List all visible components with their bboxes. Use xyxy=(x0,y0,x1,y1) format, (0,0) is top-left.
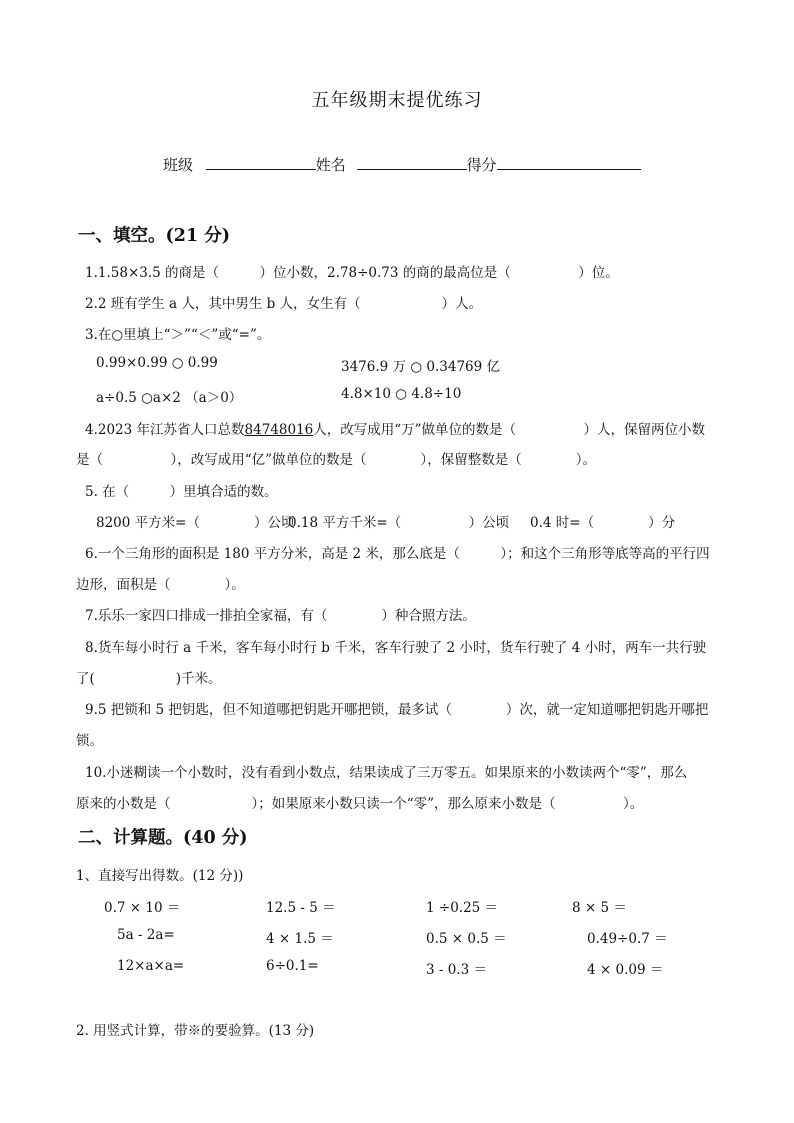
question-6-line2: 边形，面积是（ ）。 xyxy=(76,577,245,593)
section1-heading: 一、填空。(21 分) xyxy=(78,226,231,246)
question-5: 5. 在（ ）里填合适的数。 xyxy=(85,484,278,500)
question-8-line1: 8.货车每小时行 a 千米，客车每小时行 b 千米，客车行驶了 2 小时，货车行驶了 4 小时，两车一共行驶 xyxy=(85,640,707,656)
q3-item-1: 0.99×0.99 ○ 0.99 xyxy=(96,355,218,371)
q4-number: 84748016 xyxy=(244,422,314,438)
calc-cell: 1 ÷0.25 ＝ xyxy=(426,900,499,916)
calc-cell: 5a - 2a= xyxy=(117,927,175,943)
question-9-line2: 锁。 xyxy=(76,733,103,749)
page-title: 五年级期末提优练习 xyxy=(311,90,483,111)
question-1: 1.1.58×3.5 的商是（ ）位小数，2.78÷0.73 的商的最高位是（ ）位。 xyxy=(85,265,619,281)
calc-cell: 8 × 5 ＝ xyxy=(572,900,627,916)
calc-cell: 12×a×a= xyxy=(117,958,185,974)
question-8-line2: 了( )千米。 xyxy=(76,671,222,687)
question-7: 7.乐乐一家四口排成一排拍全家福，有（ ）种合照方法。 xyxy=(85,608,476,624)
question-4-line2: 是（ ），改写成用“亿”做单位的数是（ ），保留整数是（ ）。 xyxy=(76,452,597,468)
calc-cell: 0.49÷0.7 ＝ xyxy=(587,931,668,947)
q3-item-3: a÷0.5 ○a×2 （a＞0） xyxy=(96,390,243,406)
calc-cell: 12.5 - 5 ＝ xyxy=(266,900,336,916)
question-9-line1: 9.5 把锁和 5 把钥匙，但不知道哪把钥匙开哪把锁，最多试（ ）次，就一定知道哪把钥匙开哪把 xyxy=(85,702,709,718)
score-label: 得分 xyxy=(466,156,497,174)
question-6-line1: 6.一个三角形的面积是 180 平方分米，高是 2 米，那么底是（ ）；和这个三角形等底等高的平行四 xyxy=(85,546,710,562)
question-2: 2.2 班有学生 a 人，其中男生 b 人，女生有（ ）人。 xyxy=(85,296,483,312)
calc-row-1 xyxy=(0,896,794,916)
score-blank[interactable] xyxy=(497,154,641,170)
section2-heading: 二、计算题。(40 分) xyxy=(78,828,248,848)
section2-sub2: 2. 用竖式计算，带※的要验算。(13 分) xyxy=(76,1023,315,1039)
section2-sub1: 1、直接写出得数。(12 分)) xyxy=(76,868,244,884)
name-label: 姓名 xyxy=(315,156,346,174)
class-blank[interactable] xyxy=(206,154,316,170)
q4-text-a: 4.2023 年江苏省人口总数 xyxy=(85,422,245,438)
calc-row-3 xyxy=(0,958,794,978)
calc-cell: 4 × 1.5 ＝ xyxy=(266,931,334,947)
q5-item-3: 0.4 时=（ ）分 xyxy=(530,515,676,531)
question-10-line2: 原来的小数是（ ）；如果原来小数只读一个“零”，那么原来小数是（ ）。 xyxy=(76,796,644,812)
student-info-line xyxy=(163,154,641,175)
calc-cell: 0.5 × 0.5 ＝ xyxy=(426,931,507,947)
q3-item-4: 4.8×10 ○ 4.8÷10 xyxy=(341,386,462,402)
q5-item-2: 0.18 平方千米=（ ）公顷 xyxy=(288,515,510,531)
calc-cell: 3 - 0.3 ＝ xyxy=(426,962,487,978)
calc-cell: 0.7 × 10 ＝ xyxy=(104,900,181,916)
q5-item-1: 8200 平方米=（ ）公顷 xyxy=(96,515,295,531)
question-10-line1: 10.小迷糊读一个小数时，没有看到小数点，结果读成了三万零五。如果原来的小数读两个“零”，那么 xyxy=(85,765,688,781)
calc-cell: 6÷0.1= xyxy=(266,958,319,974)
question-3: 3.在○里填上“＞”“＜”或“=”。 xyxy=(85,327,271,343)
calc-cell: 4 × 0.09 ＝ xyxy=(587,962,664,978)
class-label: 班级 xyxy=(163,156,194,174)
q3-item-2: 3476.9 万 ○ 0.34769 亿 xyxy=(341,359,501,375)
name-blank[interactable] xyxy=(357,154,467,170)
question-4-line1 xyxy=(85,418,705,438)
q4-text-b: 人，改写成用“万”做单位的数是（ ）人，保留两位小数 xyxy=(313,422,706,438)
calc-row-2 xyxy=(0,927,794,947)
